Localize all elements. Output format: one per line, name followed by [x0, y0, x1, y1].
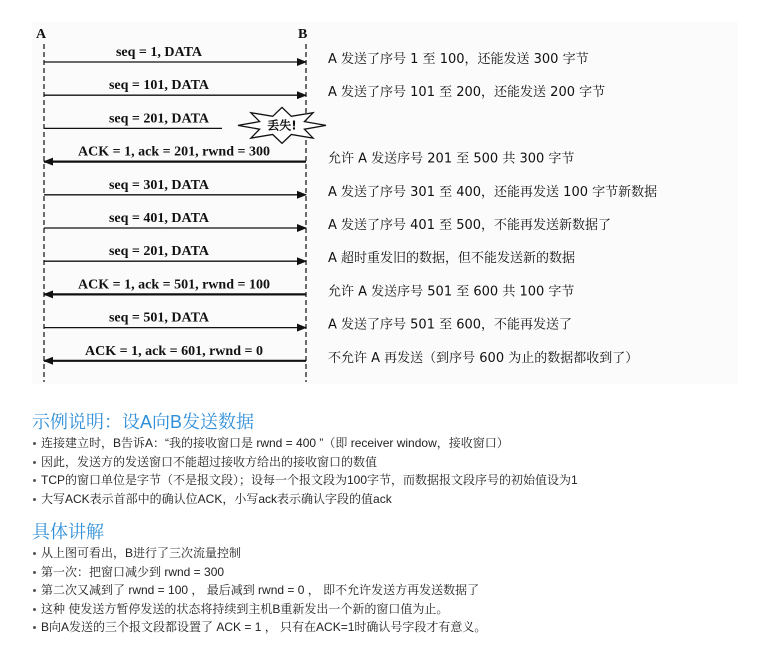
segment-label: ACK = 1, ack = 501, rwnd = 100 — [78, 277, 270, 293]
segment-label: seq = 201, DATA — [108, 111, 210, 127]
message-row — [44, 107, 326, 143]
message-description: 允许 A 发送序号 501 至 600 共 100 字节 — [328, 284, 575, 300]
segment-label: ACK = 1, ack = 201, rwnd = 300 — [78, 144, 270, 160]
segment-label: seq = 1, DATA — [115, 45, 203, 60]
details-bullet: B向A发送的三个报文段都设置了 ACK = 1 ， 只有在ACK=1时确认号字段才有意义。 — [32, 618, 486, 637]
message-row — [44, 145, 574, 167]
details-bullet: 从上图可看出，B进行了三次流量控制 — [32, 544, 486, 563]
details-bullet: 第二次又减到了 rwnd = 100 ， 最后减到 rwnd = 0 ， 即不允许发送方再发送数据了 — [32, 581, 486, 600]
sequence-diagram-svg — [32, 22, 738, 384]
details-bullet: 第一次：把窗口减少到 rwnd = 300 — [32, 563, 486, 582]
message-row — [44, 344, 638, 366]
message-description: A 发送了序号 301 至 400，还能再发送 100 字节新数据 — [328, 184, 658, 200]
segment-label: seq = 501, DATA — [108, 310, 210, 326]
example-bullet: 因此，发送方的发送窗口不能超过接收方给出的接收窗口的数值 — [32, 453, 578, 472]
details-bullet: 这种 使发送方暂停发送的状态将持续到主机B重新发出一个新的窗口值为止。 — [32, 600, 486, 619]
lost-label: 丢失! — [267, 118, 297, 133]
message-description: A 发送了序号 101 至 200，还能发送 200 字节 — [328, 85, 606, 101]
details-section-title: 具体讲解 — [32, 522, 104, 542]
message-row — [44, 78, 605, 100]
example-bullet: 连接建立时，B告诉A：“我的接收窗口是 rwnd = 400 ”（即 receiver window，接收窗口） — [32, 434, 578, 453]
message-description: 允许 A 发送序号 201 至 500 共 300 字节 — [328, 151, 575, 167]
example-section-title: 示例说明：设A向B发送数据 — [32, 412, 255, 432]
segment-label: seq = 101, DATA — [108, 78, 210, 94]
message-description: 不允许 A 再发送（到序号 600 为止的数据都收到了） — [328, 350, 639, 366]
details-bullet-list — [32, 544, 486, 637]
example-bullet: TCP的窗口单位是字节（不是报文段）；设每一个报文段为100字节，而数据报文段序号的初始值设为1 — [32, 471, 578, 490]
message-description: A 超时重发旧的数据，但不能发送新的数据 — [328, 251, 576, 267]
message-row — [44, 277, 574, 299]
segment-label: seq = 401, DATA — [108, 211, 210, 226]
message-description: A 发送了序号 1 至 100，还能发送 300 字节 — [328, 52, 589, 67]
host-b-label: B — [298, 27, 308, 42]
message-row — [44, 311, 572, 333]
message-description: A 发送了序号 401 至 500，不能再发送新数据了 — [328, 218, 612, 233]
flow-control-diagram — [32, 22, 738, 384]
message-row — [44, 244, 575, 266]
message-row — [44, 45, 589, 67]
message-row — [44, 211, 611, 233]
host-a-label: A — [36, 27, 47, 42]
example-bullet-list — [32, 434, 578, 508]
segment-label: ACK = 1, ack = 601, rwnd = 0 — [85, 343, 263, 359]
segment-label: seq = 301, DATA — [108, 177, 210, 193]
example-bullet: 大写ACK表示首部中的确认位ACK，小写ack表示确认字段的值ack — [32, 490, 578, 509]
message-row — [44, 178, 657, 200]
message-description: A 发送了序号 501 至 600，不能再发送了 — [328, 317, 573, 333]
segment-label: seq = 201, DATA — [108, 244, 210, 260]
